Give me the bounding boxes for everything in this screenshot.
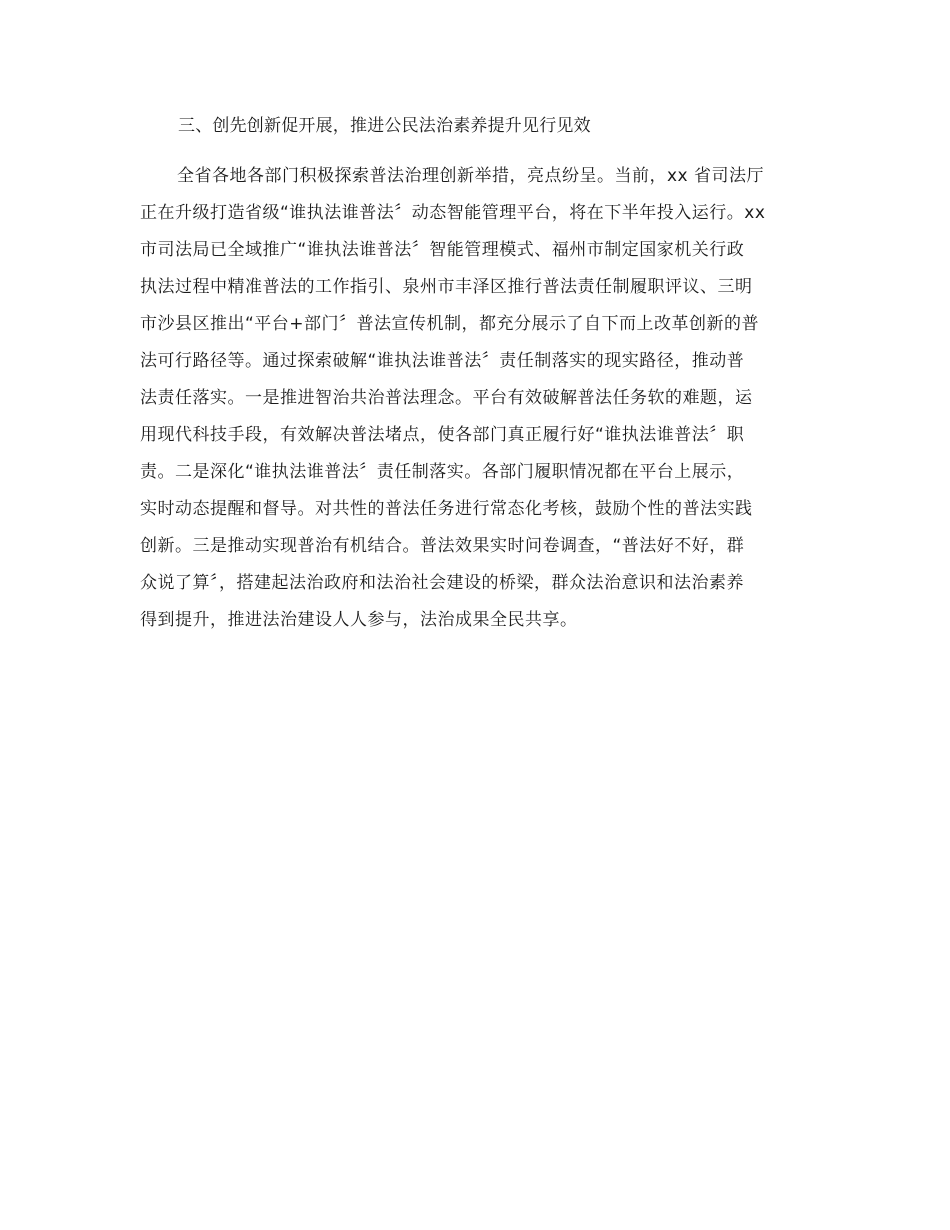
body-paragraph xyxy=(140,158,802,639)
paragraph-line: 责。二是深化“谁执法谁普法〞责任制落实。各部门履职情况都在平台上展示， xyxy=(140,462,745,482)
paragraph-line: 市司法局已全域推广“谁执法谁普法〞智能管理模式、福州市制定国家机关行政 xyxy=(140,240,745,260)
section-heading: 三、创先创新促开展，推进公民法治素养提升见行见效 xyxy=(178,116,591,136)
paragraph-line: 法可行路径等。通过探索破解“谁执法谁普法〞责任制落实的现实路径，推动普 xyxy=(140,351,745,371)
paragraph-line: 实时动态提醒和督导。对共性的普法任务进行常态化考核，鼓励个性的普法实践 xyxy=(140,499,753,519)
paragraph-line: 法责任落实。一是推进智治共治普法理念。平台有效破解普法任务软的难题，运 xyxy=(140,388,753,408)
paragraph-line: 用现代科技手段，有效解决普法堵点，使各部门真正履行好“谁执法谁普法〞职 xyxy=(140,425,745,445)
paragraph-line: 市沙县区推出“平台+部门〞普法宣传机制，都充分展示了自下而上改革创新的普 xyxy=(140,314,760,334)
paragraph-line: 得到提升，推进法治建设人人参与，法治成果全民共享。 xyxy=(140,610,578,630)
paragraph-line: 全省各地各部门积极探索普法治理创新举措，亮点纷呈。当前，xx 省司法厅 xyxy=(177,166,765,186)
paragraph-line: 众说了算〞，搭建起法治政府和法治社会建设的桥梁，群众法治意识和法治素养 xyxy=(140,573,744,593)
document-body xyxy=(140,108,802,639)
paragraph-line: 正在升级打造省级“谁执法谁普法〞动态智能管理平台，将在下半年投入运行。xx xyxy=(140,203,766,223)
paragraph-line: 执法过程中精准普法的工作指引、泉州市丰泽区推行普法责任制履职评议、三明 xyxy=(140,277,753,297)
paragraph-line: 创新。三是推动实现普治有机结合。普法效果实时问卷调查，“普法好不好，群 xyxy=(140,536,745,556)
